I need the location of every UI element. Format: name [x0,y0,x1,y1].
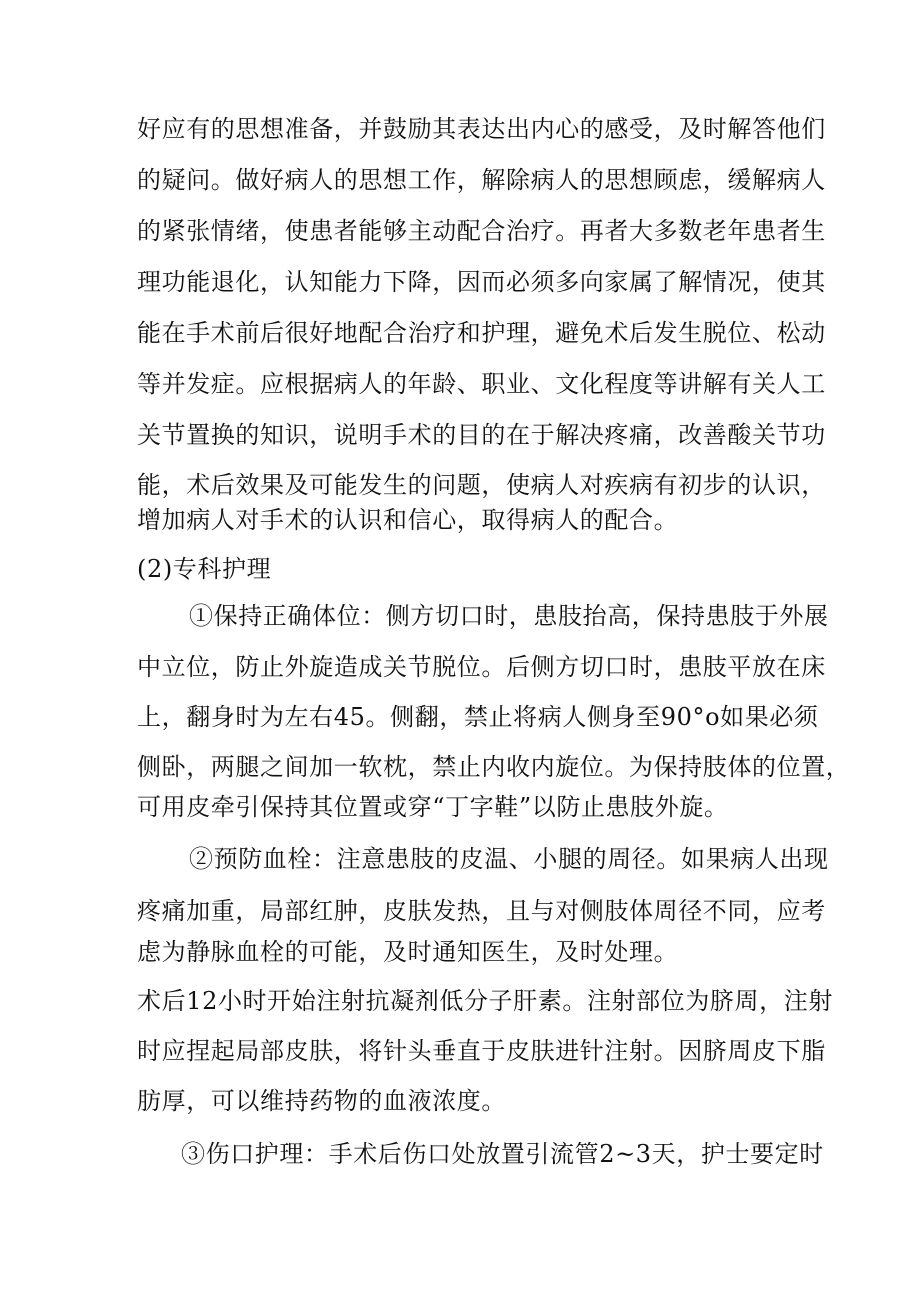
text-line: 虑为静脉血栓的可能，及时通知医生，及时处理。 [137,938,679,966]
text-line: 可用皮牵引保持其位置或穿“丁字鞋”以防止患肢外旋。 [137,793,729,821]
text-line: 好应有的思想准备，并鼓励其表达出内心的感受，及时解答他们 [137,115,826,143]
text-line: 侧卧，两腿之间加一软枕，禁止内收内旋位。为保持肢体的位置， [137,753,851,781]
text-line: 肪厚，可以维持药物的血液浓度。 [137,1087,506,1115]
text-line: ①保持正确体位：侧方切口时，患肢抬高，保持患肢于外展 [189,602,829,630]
text-line: 关节置换的知识，说明手术的目的在于解决疼痛，改善酸关节功 [137,421,826,449]
text-line: ②预防血栓：注意患肢的皮温、小腿的周径。如果病人出现 [189,845,829,873]
text-line: 疼痛加重，局部红肿，皮肤发热，且与对侧肢体周径不同，应考 [137,897,826,925]
text-line: 中立位，防止外旋造成关节脱位。后侧方切口时，患肢平放在床 [137,653,826,681]
text-line: 上，翻身时为左右45。侧翻，禁止将病人侧身至90°o如果必须 [137,703,819,731]
text-line: 能在手术前后很好地配合治疗和护理，避免术后发生脱位、松动 [137,319,826,347]
section-heading: (2)专科护理 [137,555,272,583]
text-line: 能，术后效果及可能发生的问题，使病人对疾病有初步的认识， [137,471,826,499]
text-line: 的紧张情绪，使患者能够主动配合治疗。再者大多数老年患者生 [137,217,826,245]
text-line: ③伤口护理：手术后伤口处放置引流管2~3天，护士要定时 [181,1140,824,1168]
text-line: 术后12小时开始注射抗凝剂低分子肝素。注射部位为脐周，注射 [137,987,833,1015]
text-line: 增加病人对手术的认识和信心，取得病人的配合。 [137,506,679,534]
text-line: 等并发症。应根据病人的年龄、职业、文化程度等讲解有关人工 [137,370,826,398]
text-line: 时应捏起局部皮肤，将针头垂直于皮肤进针注射。因脐周皮下脂 [137,1037,826,1065]
text-line: 的疑问。做好病人的思想工作，解除病人的思想顾虑，缓解病人 [137,166,826,194]
text-line: 理功能退化，认知能力下降，因而必须多向家属了解情况，使其 [137,268,826,296]
